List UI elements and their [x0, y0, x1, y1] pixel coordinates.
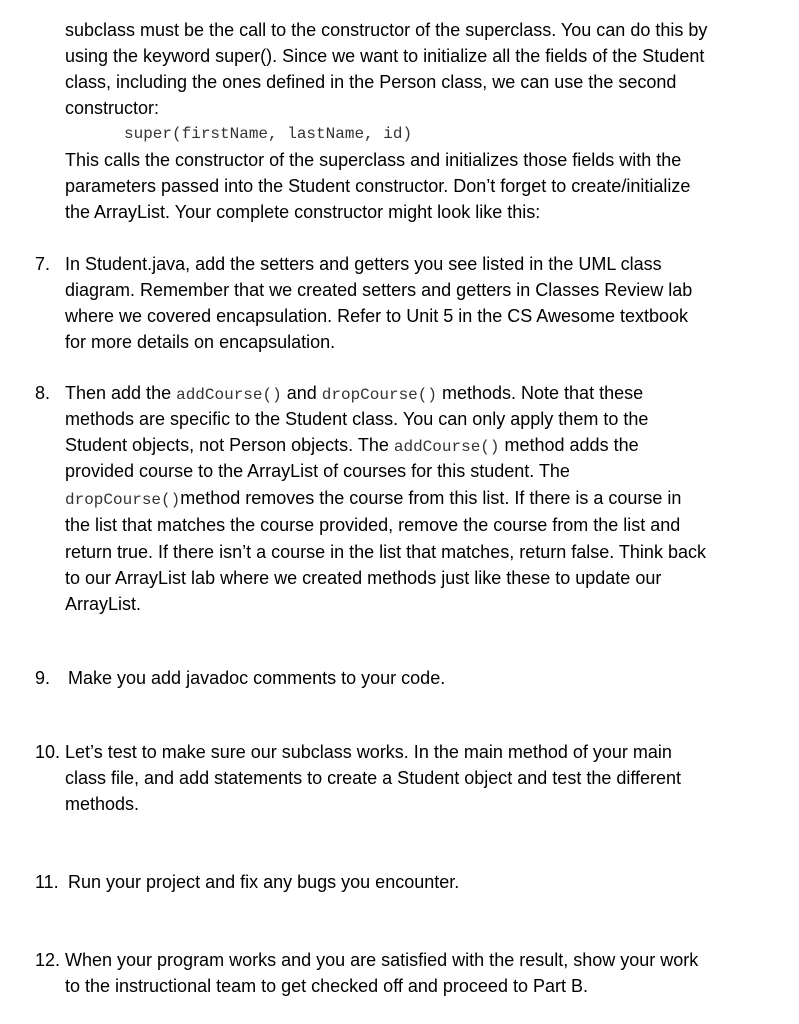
code-inline: addCourse()	[176, 386, 282, 404]
step-line: return true. If there isn’t a course in the list that matches, return false. Think back	[65, 542, 706, 562]
text-run: methods. Note that these	[436, 383, 644, 403]
step-line: When your program works and you are satisfied with the result, show your work	[65, 950, 699, 970]
text-run: Then add the	[65, 383, 177, 403]
step-number: 12.	[35, 950, 61, 970]
step-line	[65, 383, 643, 405]
intro-line: parameters passed into the Student constructor. Don’t forget to create/initialize	[65, 176, 691, 196]
step-line: In Student.java, add the setters and getters you see listed in the UML class	[65, 254, 662, 274]
step-number: 10.	[35, 742, 61, 762]
code-inline: dropCourse()	[321, 386, 437, 404]
intro-line: the ArrayList. Your complete constructor might look like this:	[65, 202, 541, 222]
intro-line: class, including the ones defined in the Person class, we can use the second	[65, 72, 677, 92]
step-line: methods are specific to the Student class. You can only apply them to the	[65, 409, 649, 429]
step-line	[65, 435, 639, 457]
step-number: 8.	[35, 383, 51, 403]
code-inline: addCourse()	[393, 438, 500, 456]
step-line: provided course to the ArrayList of courses for this student. The	[65, 461, 570, 481]
step-number: 7.	[35, 254, 51, 274]
step-line: for more details on encapsulation.	[65, 332, 336, 352]
step-line: ArrayList.	[65, 594, 142, 614]
step-line: Make you add javadoc comments to your code.	[68, 668, 446, 688]
step-number: 11.	[35, 872, 59, 892]
step-line: Run your project and fix any bugs you encounter.	[68, 872, 460, 892]
intro-line: using the keyword super(). Since we want to initialize all the fields of the Student	[65, 46, 705, 66]
text-run: Student objects, not Person objects. The	[65, 435, 394, 455]
intro-line: This calls the constructor of the superclass and initializes those fields with the	[65, 150, 682, 170]
step-line: diagram. Remember that we created setters and getters in Classes Review lab	[65, 280, 693, 300]
text-run: and	[281, 383, 322, 403]
step-line: Let’s test to make sure our subclass works. In the main method of your main	[65, 742, 672, 762]
step-line: where we covered encapsulation. Refer to Unit 5 in the CS Awesome textbook	[65, 306, 689, 326]
step-line: class file, and add statements to create a Student object and test the different	[65, 768, 682, 788]
code-inline: dropCourse()	[65, 491, 181, 509]
text-run: method adds the	[499, 435, 639, 455]
step-line: methods.	[65, 794, 140, 814]
step-line	[65, 488, 681, 510]
step-line: the list that matches the course provided, remove the course from the list and	[65, 515, 681, 535]
step-line: to the instructional team to get checked off and proceed to Part B.	[65, 976, 588, 996]
intro-line: constructor:	[65, 98, 160, 118]
step-line: to our ArrayList lab where we created methods just like these to update our	[65, 568, 662, 588]
code-snippet: super(firstName, lastName, id)	[124, 125, 413, 143]
text-run: method removes the course from this list. If there is a course in	[180, 488, 682, 508]
step-number: 9.	[35, 668, 51, 688]
intro-line: subclass must be the call to the constructor of the superclass. You can do this by	[65, 20, 708, 40]
